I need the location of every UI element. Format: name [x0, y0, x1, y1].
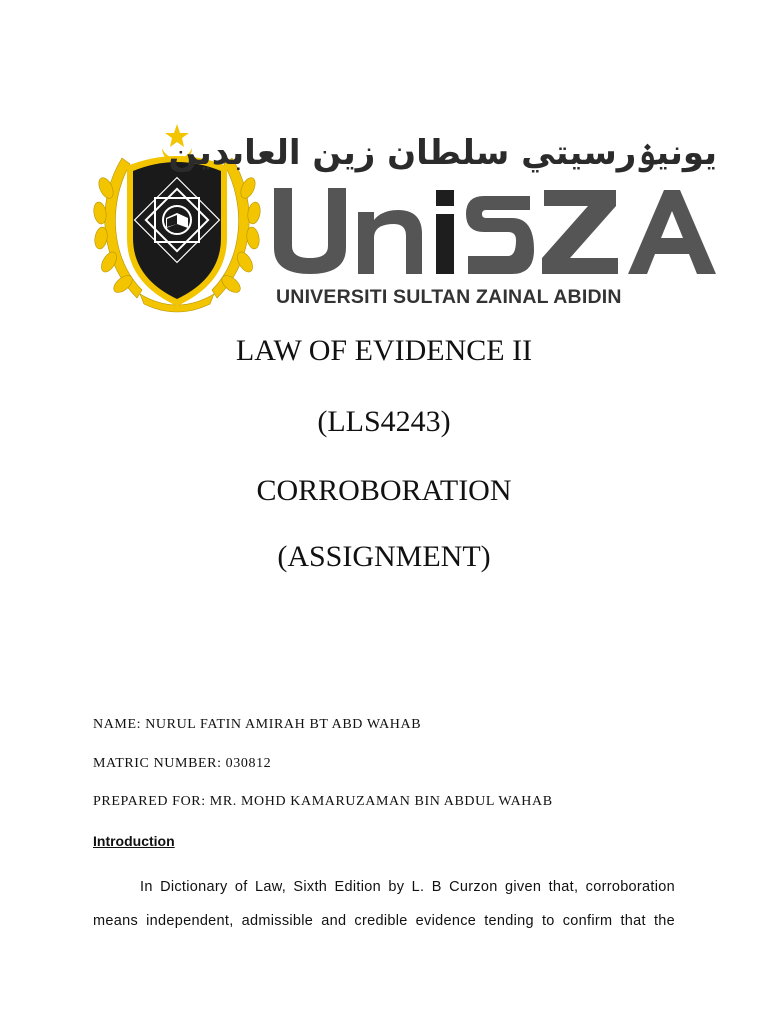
unisza-wordmark [272, 178, 717, 278]
prepared-for: PREPARED FOR: MR. MOHD KAMARUZAMAN BIN ABDUL WAHAB [93, 794, 553, 809]
university-full-name: UNIVERSITI SULTAN ZAINAL ABIDIN [276, 286, 622, 308]
matric-number: MATRIC NUMBER: 030812 [93, 756, 272, 771]
paragraph-line: In Dictionary of Law, Sixth Edition by L. B Curzon given that, corroboration [140, 879, 675, 895]
introduction-heading: Introduction [93, 833, 175, 849]
arabic-university-name: يونيۏرسيتي سلطان زين العابدين [168, 133, 717, 173]
assignment-type: (ASSIGNMENT) [277, 540, 491, 573]
university-logo [92, 118, 717, 318]
course-code: (LLS4243) [317, 405, 451, 438]
paragraph-line: means independent, admissible and credible evidence tending to confirm that the [93, 913, 675, 929]
brand-wordmark [168, 118, 717, 318]
course-title: LAW OF EVIDENCE II [235, 334, 533, 367]
assignment-topic: CORROBORATION [256, 474, 512, 507]
student-name: NAME: NURUL FATIN AMIRAH BT ABD WAHAB [93, 717, 422, 732]
